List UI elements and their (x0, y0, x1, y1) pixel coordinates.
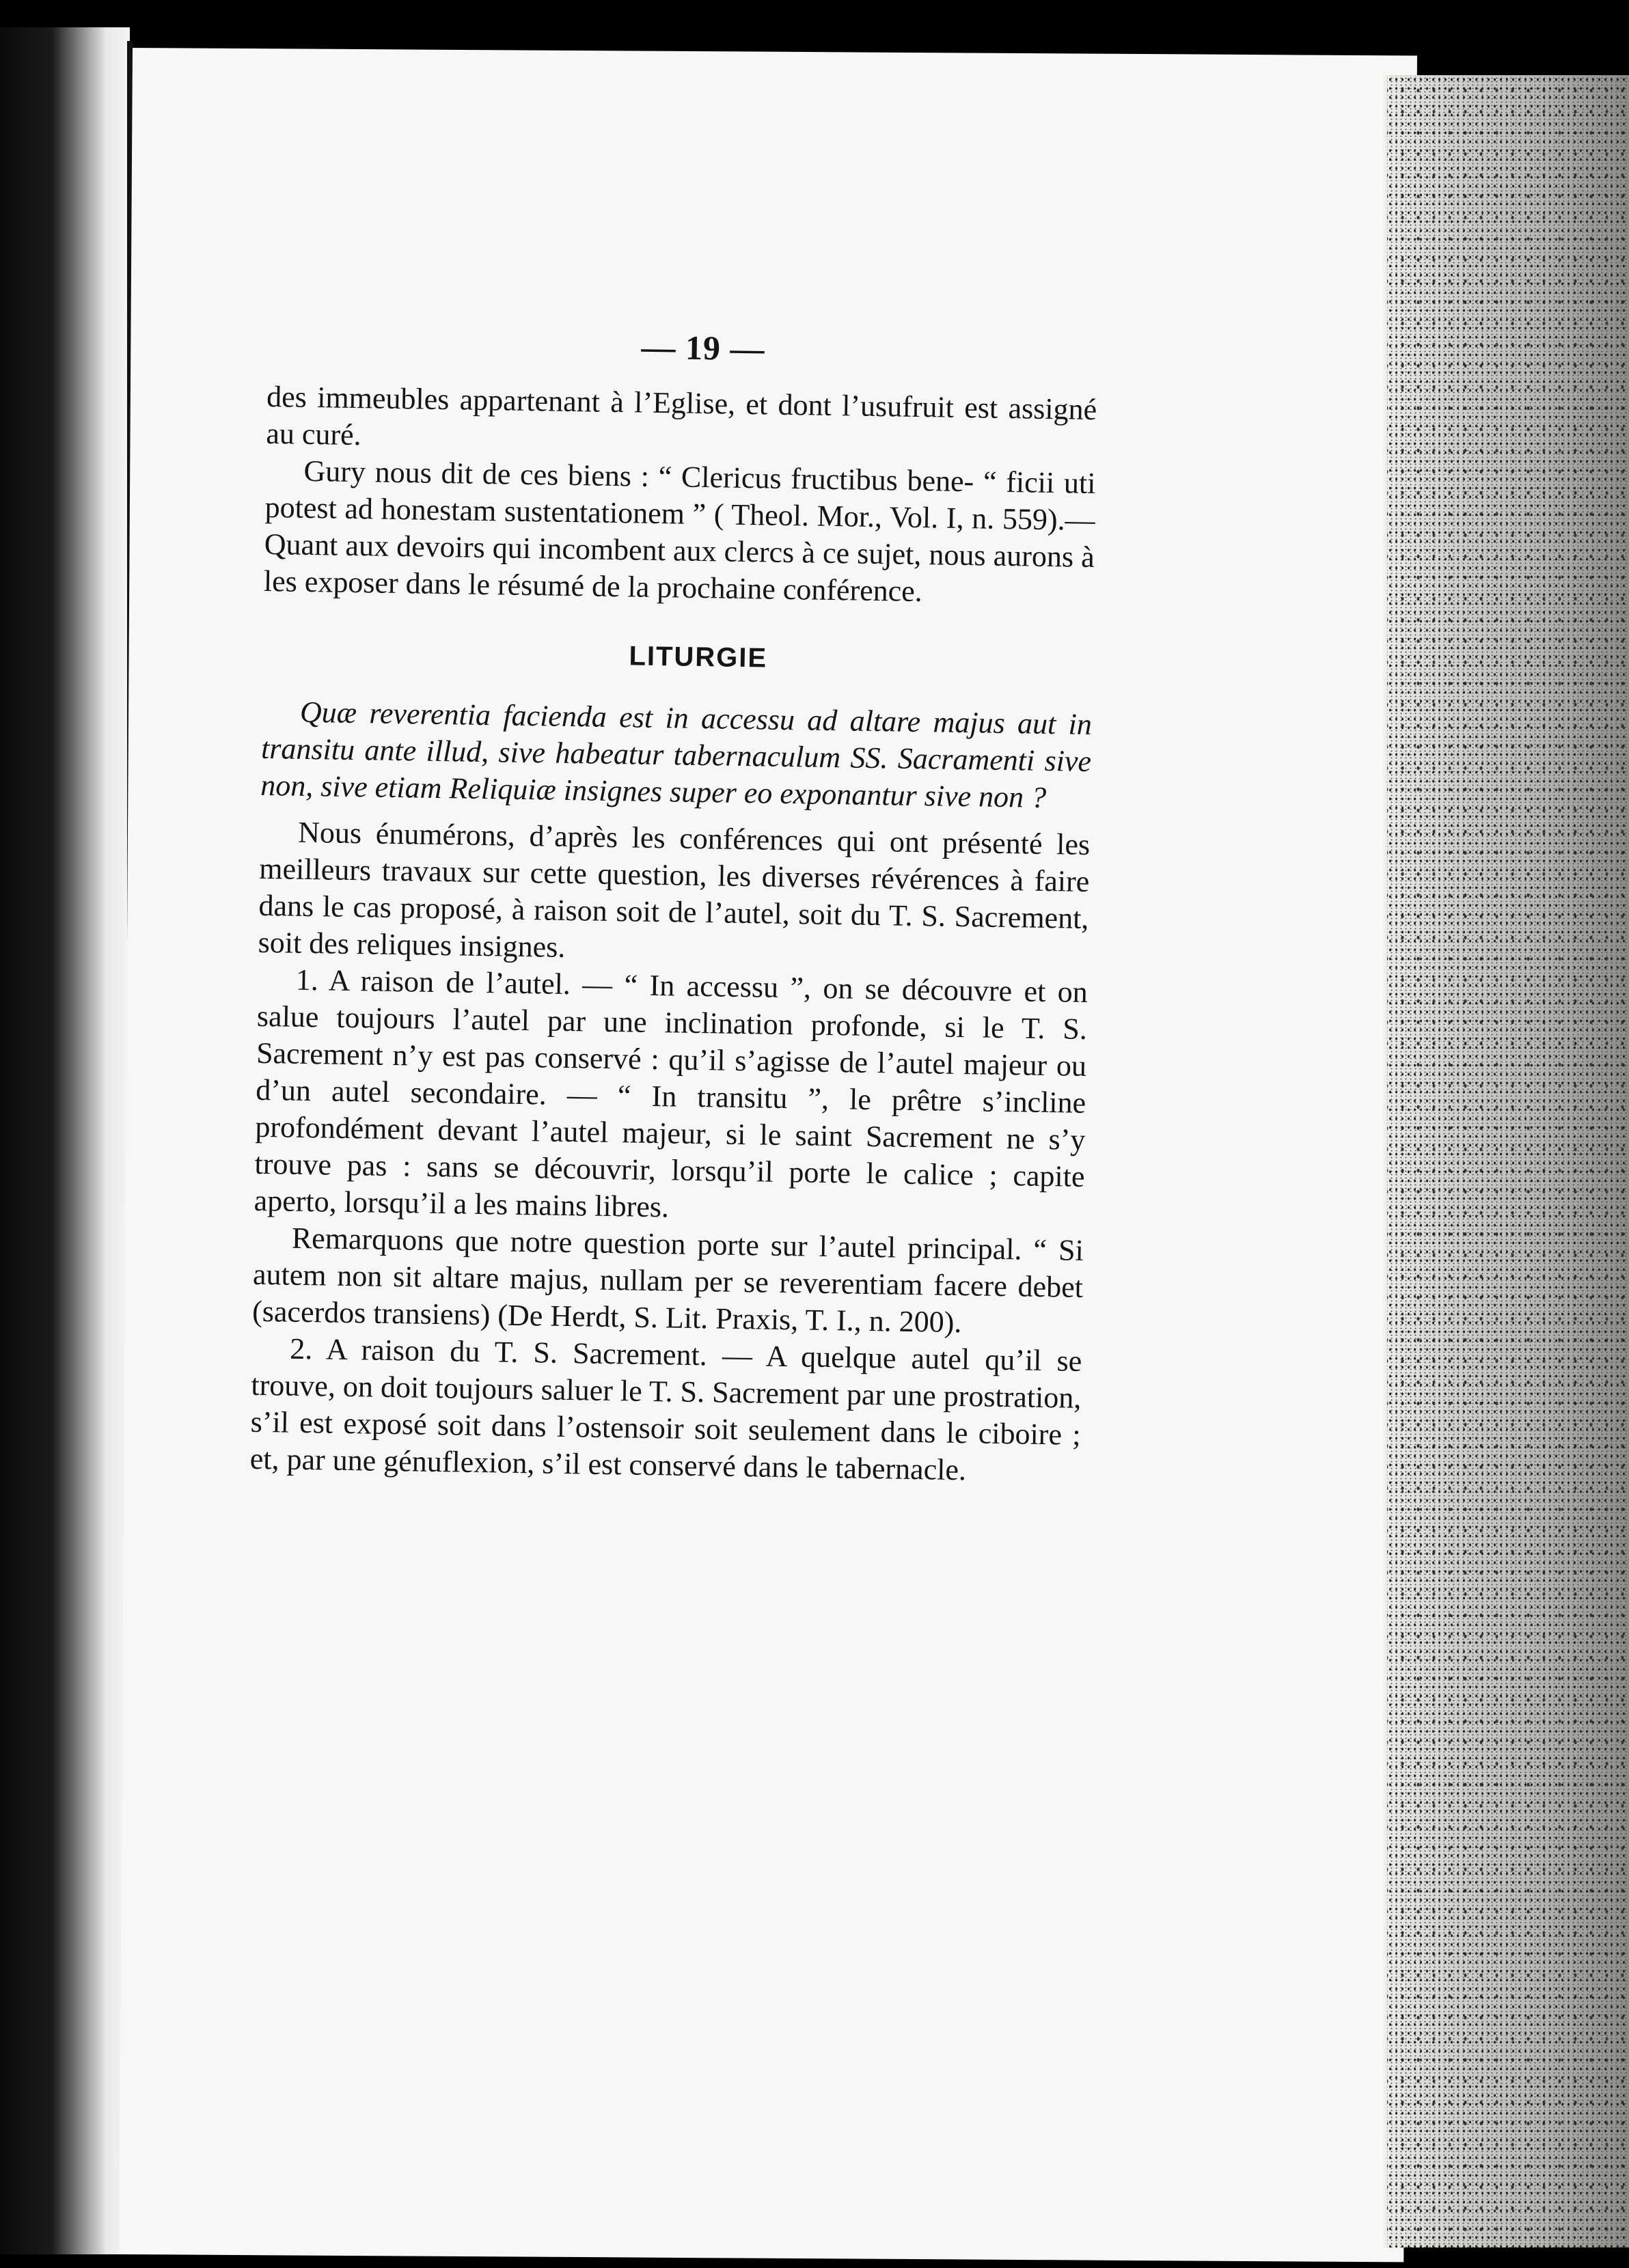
page-stack-speckled (1387, 75, 1629, 2248)
paragraph-1: des immeubles appartenant à l’Eglise, et dont l’usufruit est assigné au curé. (266, 379, 1097, 452)
latin-question: Quæ reverentia facienda est in accessu ad altare majus aut in transitu ante illud, sive habeatur tabernaculum SS. Sacramenti sive non, sive etiam Reliquiæ insignes super eo exponantur sive non ? (260, 695, 1093, 814)
body-paragraph-4: 2. A raison du T. S. Sacrement. — A quelque autel qu’il se trouve, on doit toujours saluer le T. S. Sacrement par une prostration, s’il est exposé soit dans l’ostensoir soit seulement dans le ciboire ; et, par une génuflexion, s’il est conservé dans le tabernacle. (249, 1331, 1082, 1487)
body-paragraph-3: Remarquons que notre question porte sur l’autel principal. “ Si autem non sit altare majus, nullam per se reverentiam facere debet (sacerdos transiens) (De Herdt, S. Lit. Praxis, T. I., n. 200). (251, 1221, 1084, 1340)
section-heading: LITURGIE (629, 641, 768, 674)
page-text (249, 321, 1097, 1491)
paragraph-2: Gury nous dit de ces biens : “ Clericus fructibus bene- “ ficii uti potest ad honestam sustentationem ” ( Theol. Mor., Vol. I, n. 559).—Quant aux devoirs qui incombent aux clercs à ce sujet, nous aurons à les exposer dans le résumé de la prochaine conférence. (263, 454, 1096, 609)
facing-page-edge (0, 27, 130, 2254)
body-paragraph-2: 1. A raison de l’autel. — “ In accessu ”, on se découvre et on salue toujours l’autel par une inclination profonde, si le T. S. Sacrement n’y est pas conservé : qu’il s’agisse de l’autel majeur ou d’un autel secondaire. — “ In transitu ”, le prêtre s’incline profondément devant l’autel majeur, si le saint Sacrement ne s’y trouve pas : sans se découvrir, lorsqu’il porte le calice ; capite aperto, lorsqu’il a les mains libres. (254, 963, 1089, 1224)
page-number: — 19 — (641, 327, 765, 368)
body-paragraph-1: Nous énumérons, d’après les conférences qui ont présenté les meilleurs travaux sur cette question, les diverses révérences à faire dans le cas proposé, à raison soit de l’autel, soit du T. S. Sacrement, soit des reliques insignes. (258, 815, 1091, 964)
